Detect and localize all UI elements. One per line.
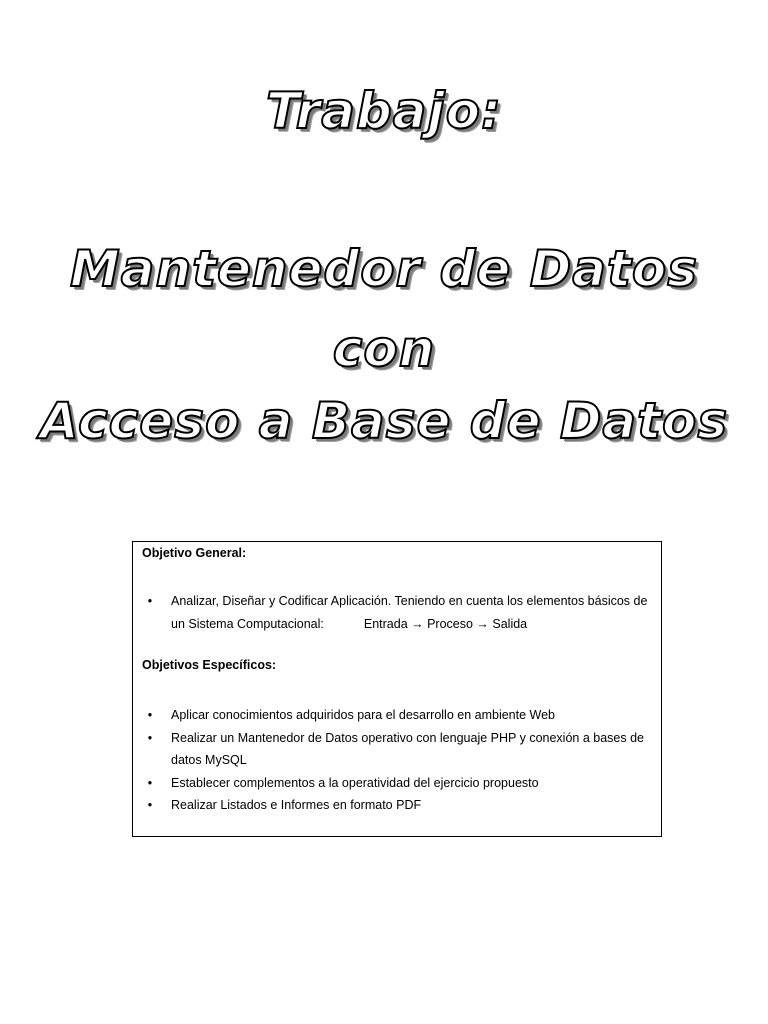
bullet-icon: • — [147, 798, 153, 812]
list-item-flow: Entrada → Proceso → Salida — [363, 616, 528, 631]
list-item-text: Analizar, Diseñar y Codificar Aplicación. Teniendo en cuenta los elementos básicos de un Sistema Computacional: — [171, 594, 648, 631]
title-acceso: Acceso a Base de Datos — [39, 392, 729, 450]
list-item-text: Aplicar conocimientos adquiridos para el desarrollo en ambiente Web — [171, 708, 556, 722]
objetivo-general-list — [133, 590, 663, 635]
list-item — [133, 590, 663, 635]
title-con: con — [332, 320, 436, 378]
list-item — [133, 772, 663, 795]
list-item-text: Establecer complementos a la operatividad del ejercicio propuesto — [171, 775, 539, 790]
bullet-icon: • — [147, 730, 153, 745]
objetivos-especificos-heading: Objetivos Específicos: — [142, 658, 277, 672]
list-item-text: Realizar un Mantenedor de Datos operativo con lenguaje PHP y conexión a bases de datos MySQL — [171, 730, 644, 767]
objetivo-general-heading: Objetivo General: — [142, 546, 247, 560]
bullet-icon: • — [147, 594, 153, 608]
objetivos-especificos-list — [133, 704, 663, 817]
bullet-icon: • — [147, 775, 153, 790]
list-item — [133, 727, 663, 772]
title-mantenedor: Mantenedor de Datos — [70, 240, 698, 298]
list-item — [133, 794, 663, 817]
objectives-box — [132, 541, 662, 837]
list-item-text: Realizar Listados e Informes en formato PDF — [171, 798, 422, 812]
list-item — [133, 704, 663, 727]
bullet-icon: • — [147, 708, 153, 722]
title-trabajo: Trabajo: — [265, 82, 503, 140]
